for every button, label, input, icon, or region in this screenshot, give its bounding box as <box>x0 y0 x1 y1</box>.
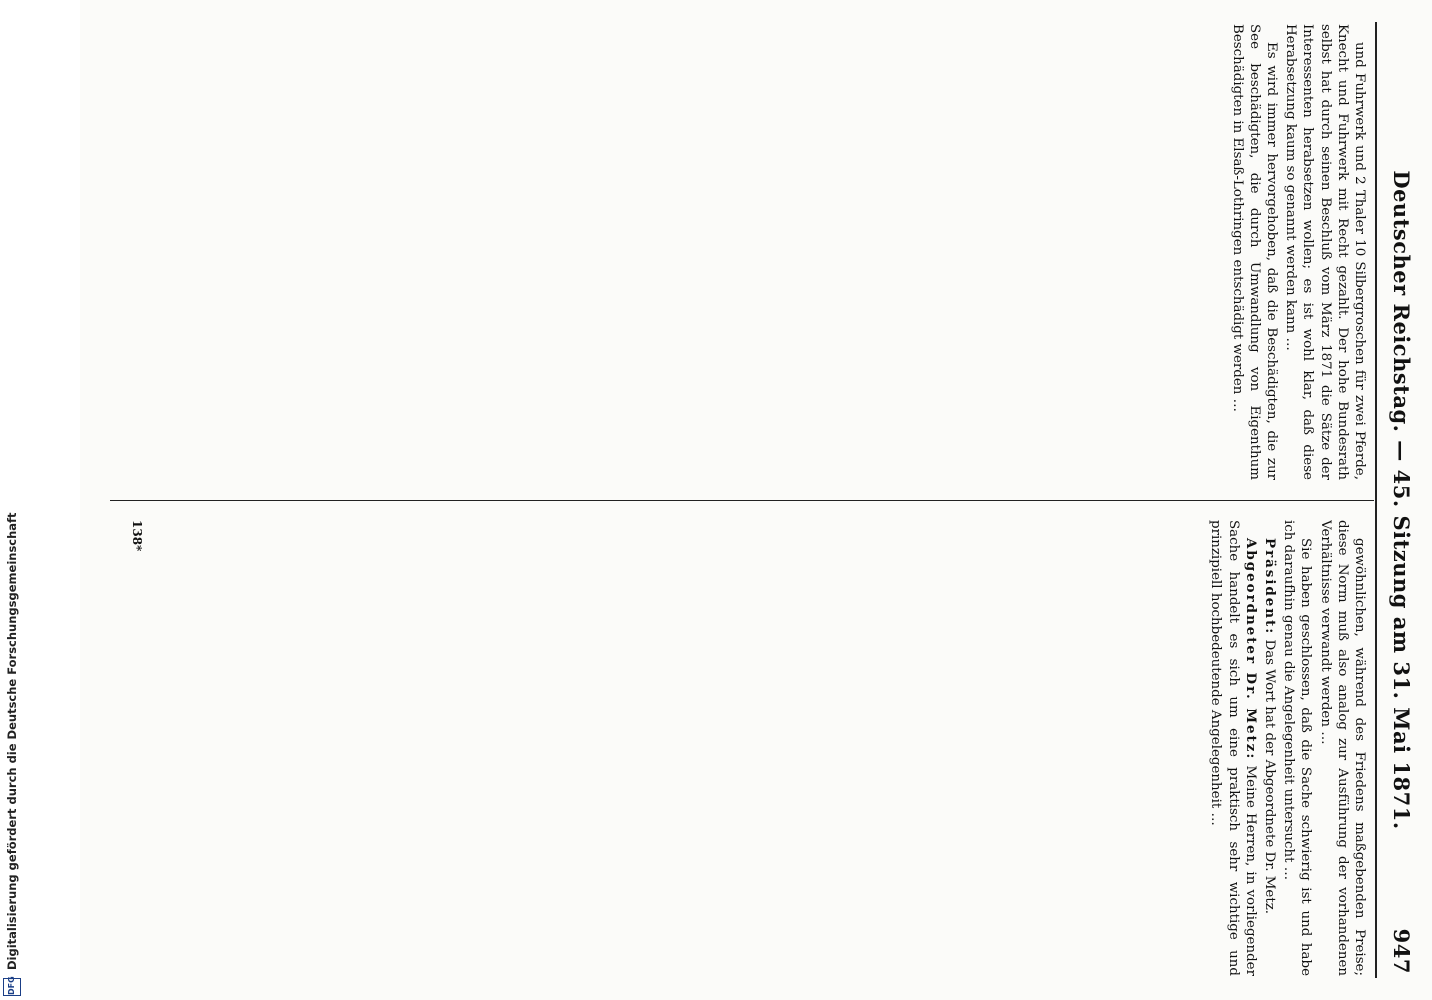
paragraph: Es wird immer hervorgehoben, daß die Beschädigten, die zur See beschädigten, die durch Umwandlung von Eigenthum Beschädigten in Elsaß-Lothringen entschädigt werden … <box>1229 24 1279 480</box>
speech-text: Meine Herren, in vorliegender Sache handelt es sich um eine praktisch sehr wichtige und prinzipiell hochbedeutende Angelegenheit … <box>1208 520 1258 976</box>
column-divider <box>110 500 1374 501</box>
scanned-page <box>80 0 1432 1000</box>
digitization-notice <box>2 6 22 996</box>
digitization-notice-text: Digitalisierung gefördert durch die Deutsche Forschungsgemeinschaft <box>5 512 19 970</box>
paragraph: Sie haben geschlossen, daß die Sache schwierig ist und habe ich daraufhin genau die Angelegenheit untersucht … <box>1281 520 1314 976</box>
scan-margin <box>0 0 80 1000</box>
speaker-label: Abgeordneter Dr. Metz: <box>1242 538 1259 761</box>
header-rule <box>1375 22 1377 978</box>
signature-mark: 138* <box>130 520 144 552</box>
page-number: 947 <box>1389 928 1414 974</box>
left-column <box>248 24 1368 480</box>
running-title: Deutscher Reichstag. — 45. Sitzung am 31. Mai 1871. <box>1389 170 1414 830</box>
paragraph: und Fuhrwerk und 2 Thaler 10 Silbergroschen für zwei Pferde, Knecht und Fuhrwerk mit Recht gezahlt. Der hohe Bundesrath selbst hat durch seinen Beschluß vom März 1871 die Sätze der Interessenten herabsetzen wollen; es ist wohl klar, daß diese Herabsetzung kaum so genannt werden kann … <box>1283 24 1367 480</box>
rotated-page-content <box>80 0 1432 1000</box>
speech-paragraph <box>1207 520 1259 976</box>
page-header <box>1378 22 1418 978</box>
speech-text: Das Wort hat der Abgeordnete Dr. Metz. <box>1261 639 1277 915</box>
dfg-logo: DFG <box>3 978 21 996</box>
right-column <box>148 520 1368 976</box>
speaker-label: Präsident: <box>1261 538 1278 636</box>
paragraph: gewöhnlichen, während des Friedens maßgebenden Preise; diese Norm muß also analog zur Ausführung der vorhandenen Verhältnisse verwandt werden … <box>1317 520 1367 976</box>
speech-paragraph <box>1261 520 1278 976</box>
